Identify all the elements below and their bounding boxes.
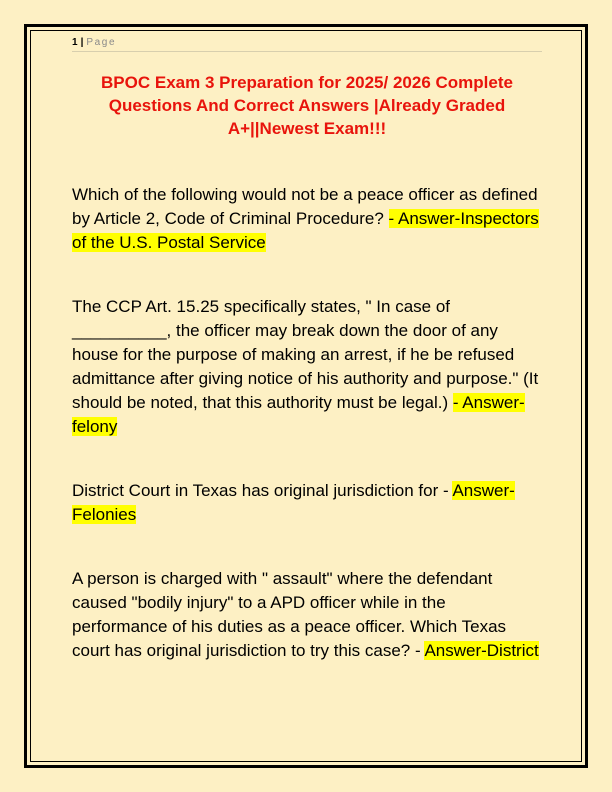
- answer-text: Answer-District: [424, 641, 539, 660]
- qa-item: [72, 567, 542, 663]
- question-text: District Court in Texas has original jurisdiction for -: [72, 481, 453, 500]
- page-separator: |: [80, 37, 84, 48]
- page-header: [72, 36, 542, 52]
- qa-item: [72, 183, 542, 255]
- qa-item: [72, 479, 542, 527]
- qa-item: [72, 295, 542, 439]
- answer-text: - Answer-felony: [72, 393, 525, 436]
- question-text: Which of the following would not be a peace officer as defined by Article 2, Code of Criminal Procedure?: [72, 185, 538, 228]
- answer-text: - Answer-Inspectors of the U.S. Postal Service: [72, 209, 539, 252]
- document-title: BPOC Exam 3 Preparation for 2025/ 2026 Complete Questions And Correct Answers |Already Graded A+||Newest Exam!!!: [101, 73, 513, 138]
- question-text: The CCP Art. 15.25 specifically states, " In case of __________, the officer may break down the door of any house for the purpose of making an arrest, if he be refused admittance after giving notice of his authority and purpose." (It should be noted, that this authority must be legal.): [72, 297, 539, 412]
- page-number: 1: [72, 37, 78, 48]
- page-label: Page: [86, 37, 117, 48]
- answer-text: Answer-Felonies: [72, 481, 515, 524]
- question-text: A person is charged with " assault" where the defendant caused "bodily injury" to a APD officer while in the performance of his duties as a peace officer. Which Texas court has original jurisdiction to try this case? -: [72, 569, 507, 660]
